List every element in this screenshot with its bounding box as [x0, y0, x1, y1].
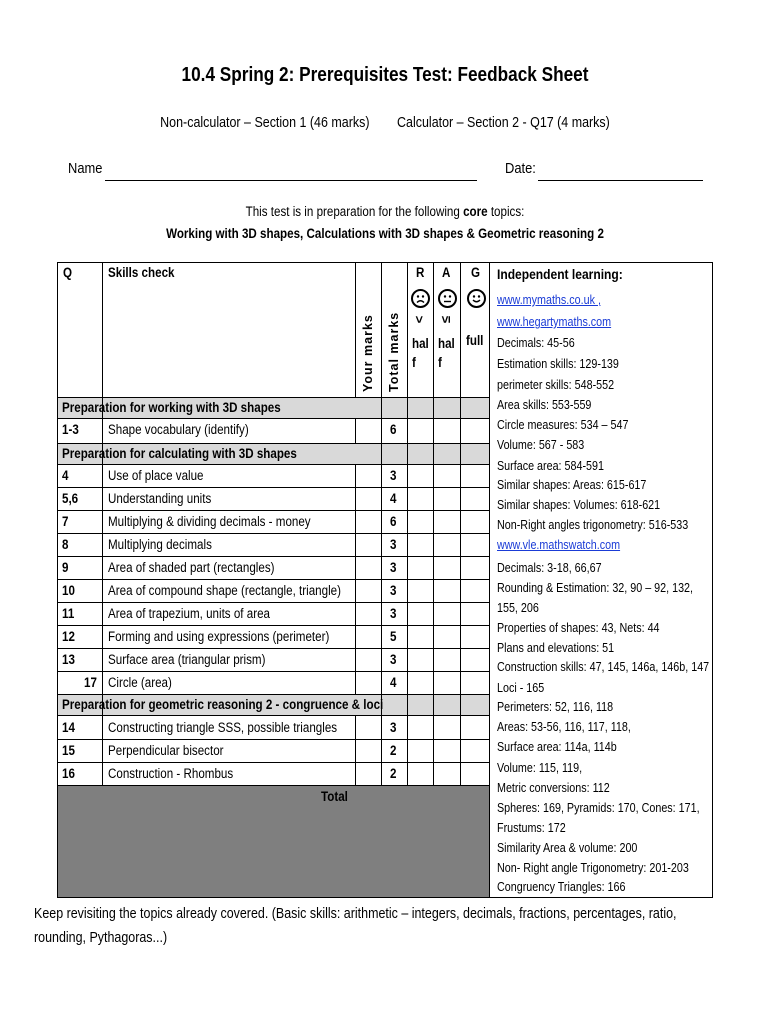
header-a-sub: hal f — [438, 336, 455, 370]
independent-line: Area skills: 553-559 — [497, 398, 592, 412]
header-your-marks: Your marks — [361, 314, 375, 392]
independent-line: Decimals: 3-18, 66,67 — [497, 561, 602, 575]
row-q: 14 — [62, 720, 75, 735]
header-g: G — [471, 265, 481, 280]
col-line-a — [460, 262, 461, 785]
row-q: 10 — [62, 583, 75, 598]
row-q: 1-3 — [62, 422, 79, 437]
independent-line: Similarity Area & volume: 200 — [497, 841, 638, 855]
col-line-skills-3 — [355, 715, 356, 785]
independent-line: Volume: 115, 119, — [497, 761, 583, 775]
col-line-total — [407, 262, 408, 785]
header-total-marks: Total marks — [387, 311, 401, 392]
independent-line: Areas: 53-56, 116, 117, 118, — [497, 720, 631, 734]
row-skill: Area of shaded part (rectangles) — [108, 560, 275, 575]
row-q: 7 — [62, 514, 69, 529]
row-total: 5 — [390, 629, 397, 644]
calculator-section: Calculator – Section 2 - Q17 (4 marks) — [397, 115, 610, 131]
row-total: 4 — [390, 491, 397, 506]
independent-line: Non- Right angle Trigonometry: 201-203 — [497, 861, 689, 875]
row-q: 4 — [62, 468, 69, 483]
sad-face-icon — [411, 289, 430, 308]
r-symbol: < — [411, 315, 427, 324]
independent-line: Perimeters: 52, 116, 118 — [497, 700, 614, 714]
total-label: Total — [321, 789, 348, 804]
independent-line: Construction skills: 47, 145, 146a, 146b, 147 — [497, 660, 710, 674]
row-skill: Area of compound shape (rectangle, triangle) — [108, 583, 341, 598]
row-q: 15 — [62, 743, 75, 758]
independent-line: Congruency Triangles: 166 — [497, 880, 626, 894]
row-skill: Circle (area) — [108, 675, 172, 690]
independent-line: Circle measures: 534 – 547 — [497, 418, 629, 432]
band-working-3d: Preparation for working with 3D shapes — [62, 400, 281, 415]
non-calculator-section: Non-calculator – Section 1 (46 marks) — [160, 115, 370, 131]
neutral-face-icon — [438, 289, 457, 308]
row-q: 13 — [62, 652, 75, 667]
header-r: R — [416, 265, 425, 280]
sections-line — [54, 115, 716, 131]
header-a: A — [442, 265, 451, 280]
independent-line: Spheres: 169, Pyramids: 170, Cones: 171, — [497, 801, 700, 815]
row-skill: Area of trapezium, units of area — [108, 606, 270, 621]
row-q: 12 — [62, 629, 75, 644]
row-total: 3 — [390, 583, 397, 598]
row-q: 16 — [62, 766, 75, 781]
a-symbol: ≤ — [438, 315, 454, 324]
independent-line: Volume: 567 - 583 — [497, 438, 585, 452]
row-skill: Use of place value — [108, 468, 204, 483]
row-q: 5,6 — [62, 491, 79, 506]
row-q: 9 — [62, 560, 69, 575]
row-total: 3 — [390, 537, 397, 552]
row-line — [57, 715, 489, 716]
row-q: 11 — [62, 606, 75, 621]
hegartymaths-link[interactable]: www.hegartymaths.com — [497, 315, 612, 329]
intro-text — [54, 204, 716, 219]
independent-line: Surface area: 114a, 114b — [497, 740, 617, 754]
band-geometric-reasoning: Preparation for geometric reasoning 2 - congruence & loci — [62, 697, 384, 712]
happy-face-icon — [467, 289, 486, 308]
footer-note: Keep revisiting the topics already covered. (Basic skills: arithmetic – integers, decimals, fractions, percentages, ratio, rounding, Pythagoras...) — [34, 906, 677, 946]
col-line-g — [489, 262, 490, 898]
independent-line: Similar shapes: Areas: 615-617 — [497, 478, 647, 492]
row-skill: Understanding units — [108, 491, 212, 506]
date-label: Date: — [505, 160, 536, 177]
intro-core: core — [463, 204, 488, 219]
row-skill: Multiplying decimals — [108, 537, 212, 552]
name-label: Name — [68, 160, 103, 177]
independent-line: Loci - 165 — [497, 681, 545, 695]
page-title: 10.4 Spring 2: Prerequisites Test: Feedback Sheet — [181, 64, 589, 86]
independent-heading: Independent learning: — [497, 266, 623, 282]
header-q: Q — [63, 265, 73, 280]
independent-line: Rounding & Estimation: 32, 90 – 92, 132, — [497, 581, 694, 595]
independent-line: Decimals: 45-56 — [497, 336, 575, 350]
independent-line: Estimation skills: 129-139 — [497, 357, 619, 371]
row-total: 2 — [390, 766, 397, 781]
row-q: 8 — [62, 537, 69, 552]
independent-line: 155, 206 — [497, 601, 539, 615]
row-skill: Multiplying & dividing decimals - money — [108, 514, 311, 529]
intro-suffix: topics: — [487, 204, 525, 219]
date-field[interactable] — [538, 180, 703, 181]
col-line-r — [433, 262, 434, 785]
independent-line: Properties of shapes: 43, Nets: 44 — [497, 621, 660, 635]
mathswatch-link[interactable]: www.vle.mathswatch.com — [497, 538, 621, 552]
band-calculating-3d: Preparation for calculating with 3D shapes — [62, 446, 297, 461]
row-skill: Shape vocabulary (identify) — [108, 422, 249, 437]
row-total: 3 — [390, 468, 397, 483]
row-total: 3 — [390, 720, 397, 735]
header-skills: Skills check — [108, 265, 175, 280]
row-total: 2 — [390, 743, 397, 758]
row-skill: Construction - Rhombus — [108, 766, 234, 781]
independent-line: Frustums: 172 — [497, 821, 566, 835]
row-skill: Perpendicular bisector — [108, 743, 224, 758]
col-line-skills-1 — [355, 418, 356, 443]
row-total: 6 — [390, 422, 397, 437]
header-r-sub: hal f — [412, 336, 429, 370]
row-skill: Constructing triangle SSS, possible triangles — [108, 720, 338, 735]
independent-line: Metric conversions: 112 — [497, 781, 610, 795]
row-q: 17 — [84, 675, 97, 690]
row-skill: Forming and using expressions (perimeter) — [108, 629, 330, 644]
row-total: 3 — [390, 606, 397, 621]
independent-line: Plans and elevations: 51 — [497, 641, 615, 655]
row-total: 6 — [390, 514, 397, 529]
row-total: 3 — [390, 652, 397, 667]
header-g-sub: full — [466, 333, 484, 348]
independent-line: Non-Right angles trigonometry: 516-533 — [497, 518, 689, 532]
row-total: 4 — [390, 675, 397, 690]
mymaths-link[interactable]: www.mymaths.co.uk , — [497, 293, 601, 307]
independent-line: Surface area: 584-591 — [497, 459, 604, 473]
independent-line: perimeter skills: 548-552 — [497, 378, 615, 392]
col-line-skills-head — [355, 262, 356, 397]
intro-prefix: This test is in preparation for the following — [245, 204, 464, 219]
row-total: 3 — [390, 560, 397, 575]
core-topics: Working with 3D shapes, Calculations with 3D shapes & Geometric reasoning 2 — [166, 226, 604, 241]
name-field[interactable] — [105, 180, 477, 181]
row-skill: Surface area (triangular prism) — [108, 652, 266, 667]
row-line — [57, 785, 489, 786]
independent-line: Similar shapes: Volumes: 618-621 — [497, 498, 661, 512]
